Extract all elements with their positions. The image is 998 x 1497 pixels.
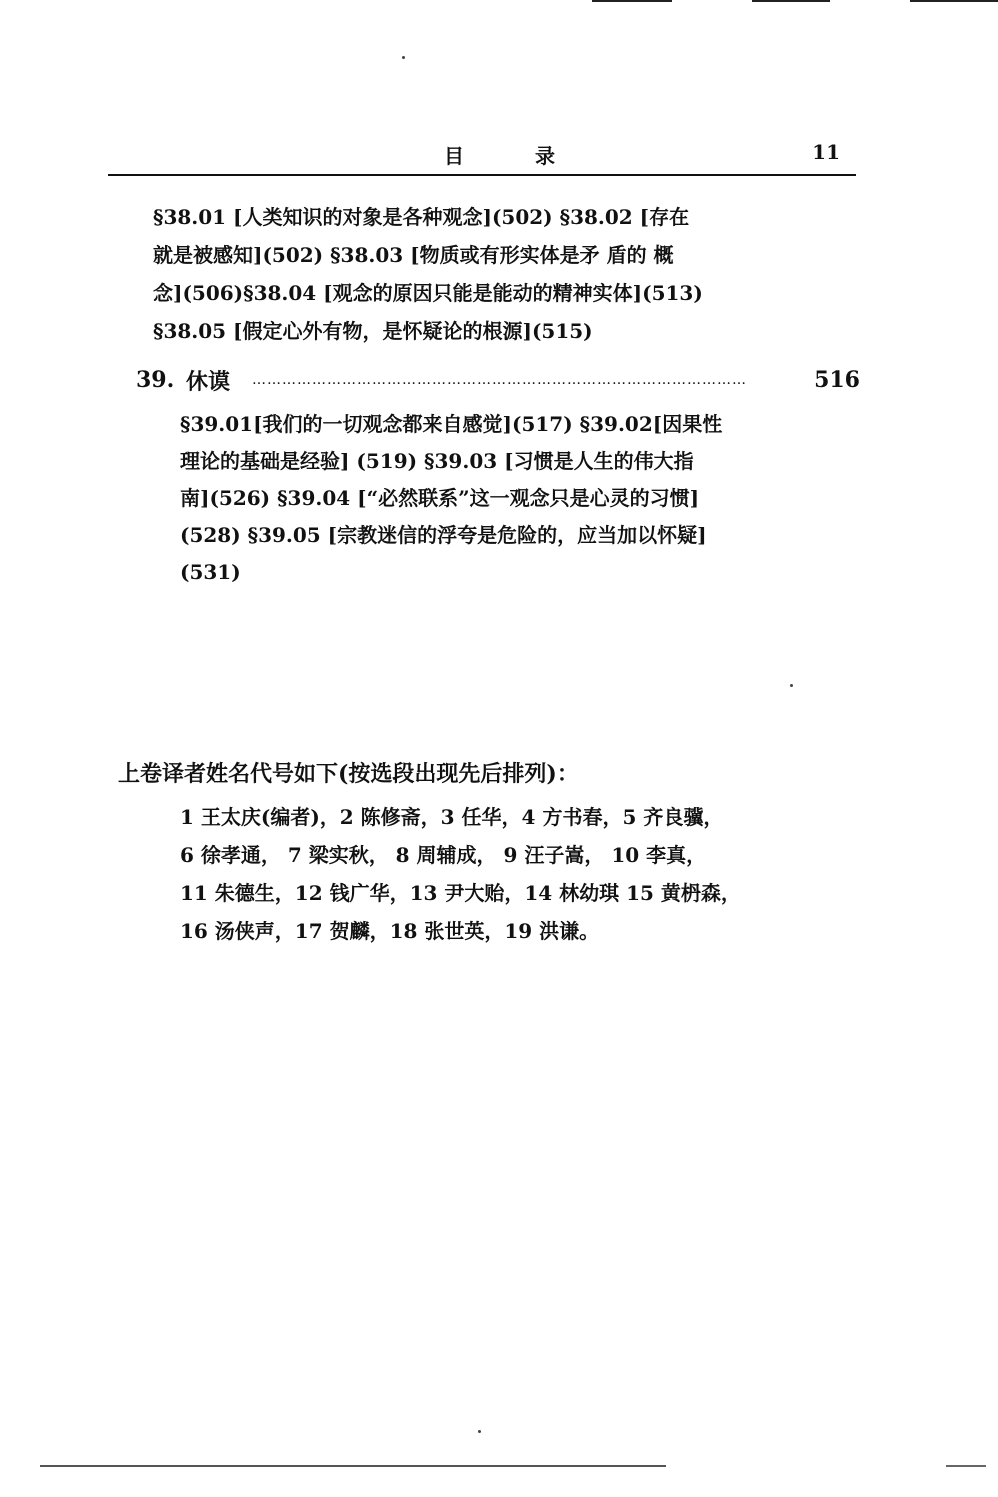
scan-speck (790, 684, 793, 687)
header-title: 目 录 (444, 144, 587, 168)
translator-line: 16 汤侠声，17 贺麟，18 张世英，19 洪谦。 (180, 919, 600, 943)
scan-edge-line (752, 0, 830, 2)
dot-leader: ……………………………………………………………………………………… (252, 372, 747, 388)
chapter-page: 516 (814, 367, 860, 393)
toc-line: §38.05 [假定心外有物，是怀疑论的根源](515) (153, 319, 593, 343)
page-number: 11 (812, 140, 840, 164)
toc-line: 南](526) §39.04 [“必然联系”这一观念只是心灵的习惯] (180, 486, 700, 510)
translator-line: 6 徐孝通， 7 梁实秋， 8 周辅成， 9 汪子嵩， 10 李真， (180, 843, 707, 867)
scan-speck (478, 1430, 481, 1433)
section-38-entries (153, 198, 763, 350)
translators-heading: 上卷译者姓名代号如下(按选段出现先后排列)： (118, 761, 579, 787)
section-39-entries (180, 406, 792, 591)
page-header (108, 138, 856, 176)
toc-line: 就是被感知](502) §38.03 [物质或有形实体是矛 盾的 概 (153, 243, 674, 267)
scan-edge-line (910, 0, 998, 2)
translators-list (180, 798, 790, 950)
toc-line: §39.01[我们的一切观念都来自感觉](517) §39.02[因果性 (180, 412, 723, 436)
scan-edge-line (592, 0, 672, 2)
toc-line: 念](506)§38.04 [观念的原因只能是能动的精神实体](513) (153, 281, 703, 305)
translator-line: 1 王太庆(编者)，2 陈修斋，3 任华，4 方书春，5 齐良骥， (180, 805, 724, 829)
toc-line: (531) (180, 560, 241, 584)
toc-line: 理论的基础是经验] (519) §39.03 [习惯是人生的伟大指 (180, 449, 694, 473)
scan-bottom-line (946, 1465, 986, 1467)
scan-speck (402, 56, 405, 59)
scan-bottom-line (40, 1465, 666, 1467)
chapter-entry (136, 362, 860, 398)
translator-line: 11 朱德生，12 钱广华，13 尹大贻，14 林幼琪 15 黄枬森， (180, 881, 741, 905)
toc-line: (528) §39.05 [宗教迷信的浮夸是危险的，应当加以怀疑] (180, 523, 707, 547)
chapter-title: 休谟 (186, 368, 231, 395)
chapter-number: 39. (136, 367, 175, 393)
toc-line: §38.01 [人类知识的对象是各种观念](502) §38.02 [存在 (153, 205, 690, 229)
